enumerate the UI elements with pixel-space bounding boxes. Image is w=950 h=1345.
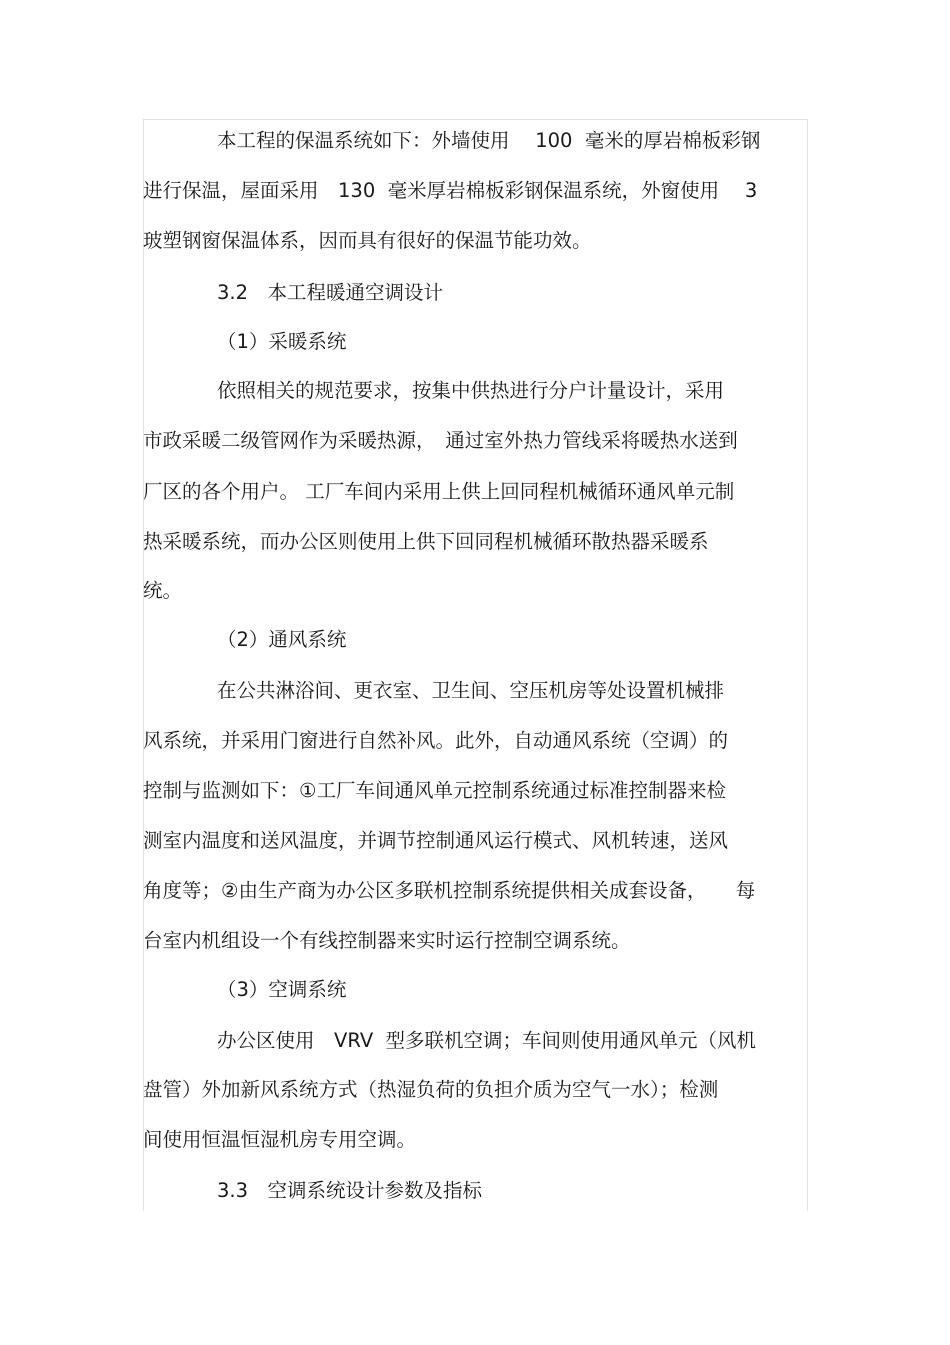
paragraph-heating-line-5: 统。 [143, 579, 183, 602]
paragraph-insulation-line-3: 玻塑钢窗保温体系，因而具有很好的保温节能功效。 [143, 229, 592, 252]
section-heading-3-3: 3.3 空调系统设计参数及指标 [217, 1179, 483, 1202]
subheading-ventilation-system: （2）通风系统 [217, 628, 347, 651]
paragraph-ac-line-1: 办公区使用 VRV 型多联机空调；车间则使用通风单元（风机 [217, 1029, 757, 1052]
paragraph-ventilation-line-1: 在公共淋浴间、更衣室、卫生间、空压机房等处设置机械排 [217, 679, 725, 702]
page-border-top [143, 119, 807, 120]
paragraph-ventilation-line-5: 角度等；②由生产商为办公区多联机控制系统提供相关成套设备， 每 [143, 879, 756, 902]
paragraph-ventilation-line-6: 台室内机组设一个有线控制器来实时运行控制空调系统。 [143, 929, 631, 952]
paragraph-insulation-line-1: 本工程的保温系统如下：外墙使用 100 毫米的厚岩棉板彩钢 [217, 129, 761, 152]
paragraph-heating-line-2: 市政采暖二级管网作为采暖热源， 通过室外热力管线采将暖热水送到 [143, 429, 738, 452]
paragraph-ac-line-3: 间使用恒温恒湿机房专用空调。 [143, 1128, 417, 1151]
paragraph-ventilation-line-3: 控制与监测如下：①工厂车间通风单元控制系统通过标准控制器来检 [143, 779, 726, 802]
page-border-left [143, 119, 144, 1211]
paragraph-insulation-line-2: 进行保温，屋面采用 130 毫米厚岩棉板彩钢保温系统，外窗使用 3 [143, 179, 758, 202]
paragraph-ventilation-line-4: 测室内温度和送风温度，并调节控制通风运行模式、风机转速，送风 [143, 829, 729, 852]
subheading-air-conditioning-system: （3）空调系统 [217, 978, 347, 1001]
section-heading-3-2: 3.2 本工程暖通空调设计 [217, 281, 444, 304]
page-border-right [807, 119, 808, 1211]
paragraph-ac-line-2: 盘管）外加新风系统方式（热湿负荷的负担介质为空气一水）；检测 [143, 1078, 719, 1101]
paragraph-ventilation-line-2: 风系统，并采用门窗进行自然补风。此外，自动通风系统（空调）的 [143, 729, 729, 752]
paragraph-heating-line-4: 热采暖系统，而办公区则使用上供下回同程机械循环散热器采暖系 [143, 530, 709, 553]
paragraph-heating-line-1: 依照相关的规范要求，按集中供热进行分户计量设计，采用 [217, 379, 725, 402]
paragraph-heating-line-3: 厂区的各个用户。 工厂车间内采用上供上回同程机械循环通风单元制 [143, 480, 735, 503]
subheading-heating-system: （1）采暖系统 [217, 330, 347, 353]
